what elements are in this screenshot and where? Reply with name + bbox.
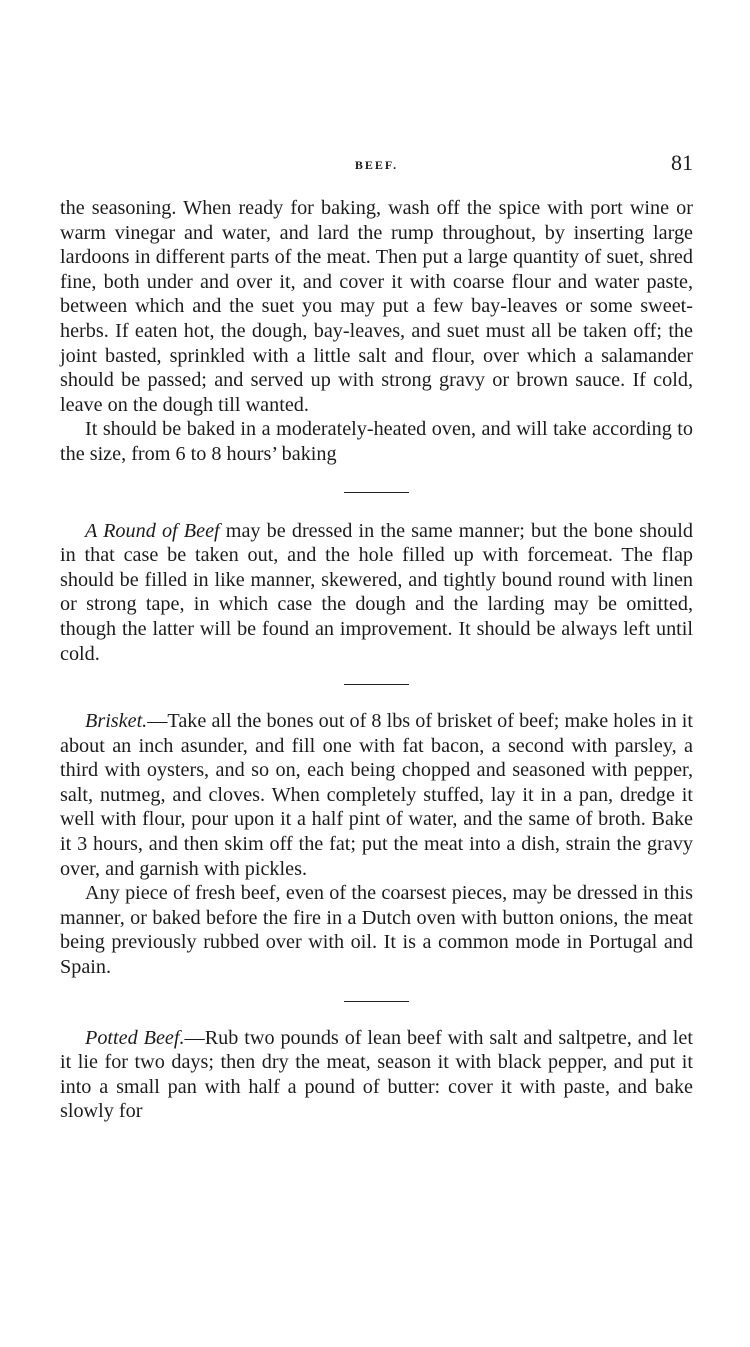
recipe-text-potted-beef: —Rub two pounds of lean beef with salt and saltpetre, and let it lie for two days; then dry the meat, season it with black pepper, and put it into a small pan with half a pound of butter: cover it with paste, and bake slowly for: [60, 1026, 693, 1123]
paragraph-seasoning: the seasoning. When ready for baking, wash off the spice with port wine or warm vinegar and water, and lard the rump throughout, by inserting large lardoons in different parts of the meat. Then put a large quantity of suet, shred fine, both under and over it, and cover it with coarse flour and water paste, between which and the suet you may put a few bay-leaves or some sweet-herbs. If eaten hot, the dough, bay-leaves, and suet must all be taken off; the joint basted, sprinkled with a little salt and flour, over which a salamander should be passed; and served up with strong gravy or brown sauce. If cold, leave on the dough till wanted.: [60, 197, 693, 416]
page-number: 81: [671, 150, 693, 175]
paragraph-brisket: [60, 709, 693, 881]
section-divider: [344, 492, 409, 493]
recipe-title-round-of-beef: A Round of Beef: [85, 519, 220, 542]
body-text: [60, 196, 693, 1124]
paragraph-round-of-beef: [60, 519, 693, 667]
section-divider: [344, 1001, 409, 1002]
paragraph-potted-beef: [60, 1026, 693, 1124]
recipe-text-brisket: —Take all the bones out of 8 lbs of brisket of beef; make holes in it about an inch asunder, and fill one with fat bacon, a second with parsley, a third with oysters, and so on, each being chopped and seasoned with pepper, salt, nutmeg, and cloves. When completely stuffed, lay it in a pan, dredge it well with flour, pour upon it a half pint of water, and the same of broth. Bake it 3 hours, and then skim off the fat; put the meat into a dish, strain the gravy over, and garnish with pickles.: [60, 710, 693, 880]
paragraph-baking-time: It should be baked in a moderately-heated oven, and will take according to the size, from 6 to 8 hours’ baking: [60, 418, 693, 465]
recipe-text-round-of-beef: may be dressed in the same manner; but the bone should in that case be taken out, and the hole filled up with forcemeat. The flap should be filled in like manner, skewered, and tightly bound round with linen or strong tape, in which case the dough and the larding may be omitted, though the latter will be found an improvement. It should be always left until cold.: [60, 519, 693, 665]
recipe-title-brisket: Brisket.: [85, 710, 148, 733]
paragraph-fresh-beef: Any piece of fresh beef, even of the coarsest pieces, may be dressed in this manner, or baked before the fire in a Dutch oven with button onions, the meat being previously rubbed over with oil. It is a common mode in Portugal and Spain.: [60, 882, 693, 979]
running-head: BEEF.: [354, 158, 399, 172]
page-header: [60, 150, 693, 180]
section-divider: [344, 684, 409, 685]
recipe-title-potted-beef: Potted Beef.: [85, 1026, 185, 1049]
